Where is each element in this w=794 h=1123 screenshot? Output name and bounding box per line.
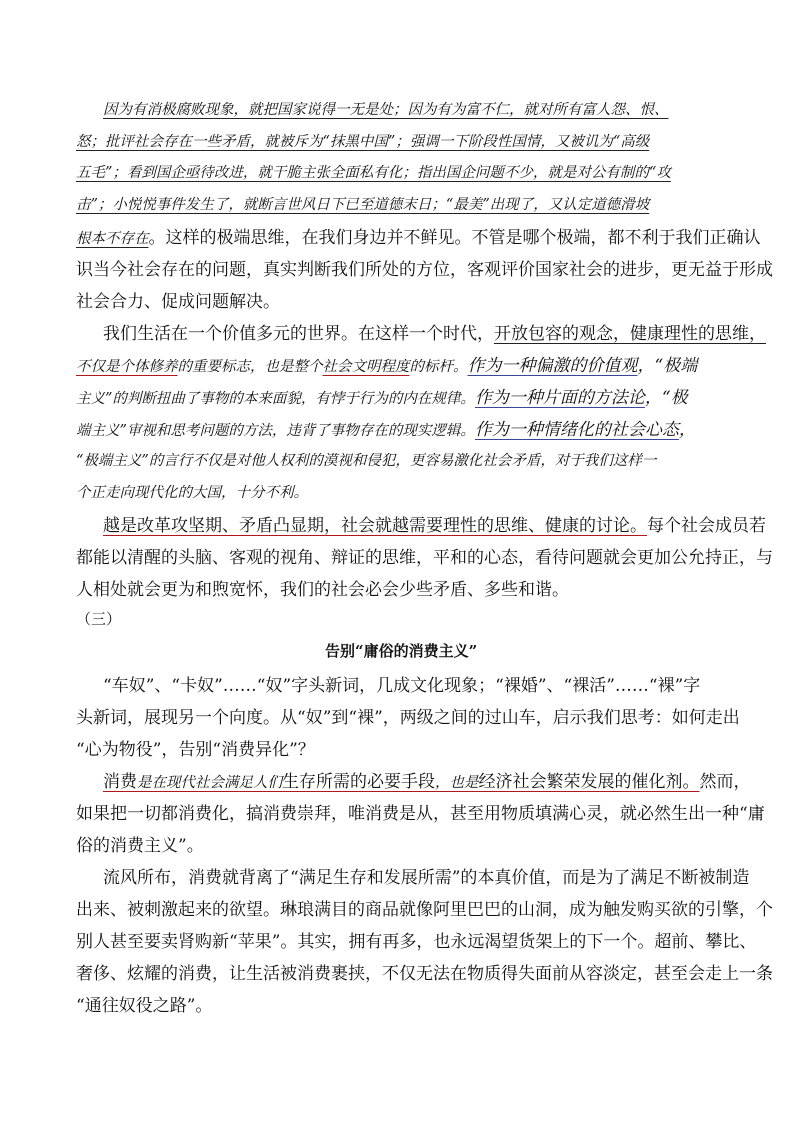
- text-run: 如果把一切都消费化，搞消费崇拜，唯消费是从，甚至用物质填满心灵，就必然生出一种“庸: [76, 804, 765, 824]
- underlined-text: 消费: [103, 772, 137, 792]
- text-run: “车奴”、“卡奴”……“奴”字头新词，几成文化现象；“裸婚”、“裸活”……“裸”字: [103, 676, 701, 696]
- text-run: ，“极: [644, 388, 688, 408]
- p6-line-3: [76, 934, 756, 951]
- underlined-text: 开放包容的观念，健康理性的思维，: [494, 324, 766, 344]
- text-run: 别人甚至要卖肾购新“苹果”。其实，拥有再多，也永远渴望货架上的下一个。超前、攀比、: [76, 932, 757, 952]
- text-run: 社会合力、促成问题解决。: [76, 292, 280, 312]
- underlined-text: 作为一种偏激的价值观: [467, 356, 638, 376]
- underlined-text: 击”；小悦悦事件发生了，就断言世风日下已至道德末日；“最美”出现了，又认定道德滑坡: [76, 197, 650, 213]
- underlined-text: 作为一种片面的方法论: [474, 388, 645, 408]
- underlined-text: 社会文明程度: [322, 359, 410, 375]
- p3-line-2: [76, 550, 773, 567]
- text-run: 的标杆。: [409, 359, 468, 375]
- text-run: 然而，: [699, 772, 751, 792]
- underlined-text: 生存所需的必要手段: [282, 772, 435, 792]
- p5-line-1: [103, 774, 751, 791]
- underlined-text: 五毛”；看到国企亟待改进，就干脆主张全面私有化；指出国企问题不少，就是对公有制的“攻: [76, 165, 671, 181]
- text-run: “极端主义”的言行不仅是对他人权利的漠视和侵犯，更容易激化社会矛盾，对于我们这样一: [76, 453, 657, 469]
- text-run: “通往奴役之路”。: [76, 996, 213, 1016]
- underlined-text: 。: [682, 772, 700, 792]
- p4-line-3: [76, 742, 315, 759]
- p2-line-4: [76, 422, 696, 439]
- text-run: 的重要标志，也是整个: [177, 359, 323, 375]
- text-run: 主义”的判断扭曲了事物的本来面貌，有悖于行为的内在规律。: [76, 391, 475, 407]
- underlined-text: 越是改革攻坚期、矛盾凸显期，社会就越需要理性的思维、健康的讨论。: [103, 516, 647, 536]
- text-run: 告别“庸俗的消费主义”: [325, 642, 478, 660]
- p6-line-1: [103, 870, 749, 887]
- p4-line-1: [103, 678, 700, 695]
- underlined-text: 作为一种情绪化的社会心态: [474, 420, 679, 440]
- underlined-text: 因为有消极腐败现象，就把国家说得一无是处；因为有为富不仁，就对所有富人怨、恨、: [103, 102, 669, 118]
- p1-line-1: [103, 103, 669, 118]
- text-run: 。这样的极端思维，在我们身边并不鲜见。不管是哪个极端，都不利于我们正确认: [148, 228, 761, 248]
- p1-line-5: [76, 230, 761, 247]
- p3-line-1: [103, 518, 766, 535]
- p1-line-4: [76, 198, 649, 213]
- p5-line-2: [76, 806, 765, 823]
- text-run: 俗的消费主义”。: [76, 836, 204, 856]
- p2-line-5: [76, 454, 656, 469]
- text-run: 个正走向现代化的大国，十分不利。: [76, 485, 308, 501]
- text-run: 头新词，展现另一个向度。从“奴”到“裸”，两级之间的过山车，启示我们思考：如何走出: [76, 708, 740, 728]
- p1-line-2: [76, 135, 649, 150]
- text-run: 出来、被刺激起来的欲望。琳琅满目的商品就像阿里巴巴的山洞，成为触发购买欲的引擎，个: [76, 900, 773, 920]
- p3-line-3: [76, 582, 569, 599]
- p2-line-6: [76, 486, 308, 501]
- underlined-text: 是在现代社会满足人们: [137, 775, 282, 791]
- p6-line-5: [76, 998, 212, 1015]
- text-run: “心为物役”，告别“消费异化”？: [76, 740, 315, 760]
- p2-line-3: [76, 390, 688, 407]
- p4-line-2: [76, 710, 740, 727]
- underlined-text: 个体修养: [119, 359, 178, 375]
- text-run: 人相处就会更为和煦宽怀，我们的社会必会少些矛盾、多些和谐。: [76, 580, 569, 600]
- p1-line-3: [76, 166, 671, 181]
- section-number: [76, 612, 121, 627]
- p6-line-4: [76, 966, 773, 983]
- p6-line-2: [76, 902, 773, 919]
- article-title: [325, 644, 477, 659]
- text-run: 每个社会成员若: [647, 516, 766, 536]
- underlined-text: 经济社会繁荣发展的催化剂: [478, 772, 683, 792]
- text-run: 端主义”审视和思考问题的方法，违背了事物存在的现实逻辑。: [76, 423, 475, 439]
- p2-line-2: [76, 358, 697, 375]
- text-run: ，: [678, 420, 696, 440]
- p1-line-6: [76, 262, 773, 279]
- text-run: 都能以清醒的头脑、客观的视角、辩证的思维，平和的心态，看待问题就会更加公允持正，与: [76, 548, 773, 568]
- text-run: ，“极端: [637, 356, 698, 376]
- underlined-text: 不仅是: [76, 359, 120, 375]
- text-run: 奢侈、炫耀的消费，让生活被消费裹挟，不仅无法在物质得失面前从容淡定，甚至会走上一条: [76, 964, 773, 984]
- text-run: 流风所布，消费就背离了“满足生存和发展所需”的本真价值，而是为了满足不断被制造: [103, 868, 750, 888]
- text-run: 识当今社会存在的问题，真实判断我们所处的方位，客观评价国家社会的进步，更无益于形成: [76, 260, 773, 280]
- underlined-text: ，也是: [435, 775, 479, 791]
- text-run: 我们生活在一个价值多元的世界。在这样一个时代，: [103, 324, 494, 344]
- underlined-text: 根本不存在: [76, 231, 149, 247]
- underlined-text: 怒；批评社会存在一些矛盾，就被斥为“抹黑中国”；强调一下阶段性国情，又被讥为“高级: [76, 134, 650, 150]
- p2-line-1: [103, 326, 766, 343]
- p1-line-7: [76, 294, 280, 311]
- p5-line-3: [76, 838, 204, 855]
- text-run: （三）: [76, 610, 122, 628]
